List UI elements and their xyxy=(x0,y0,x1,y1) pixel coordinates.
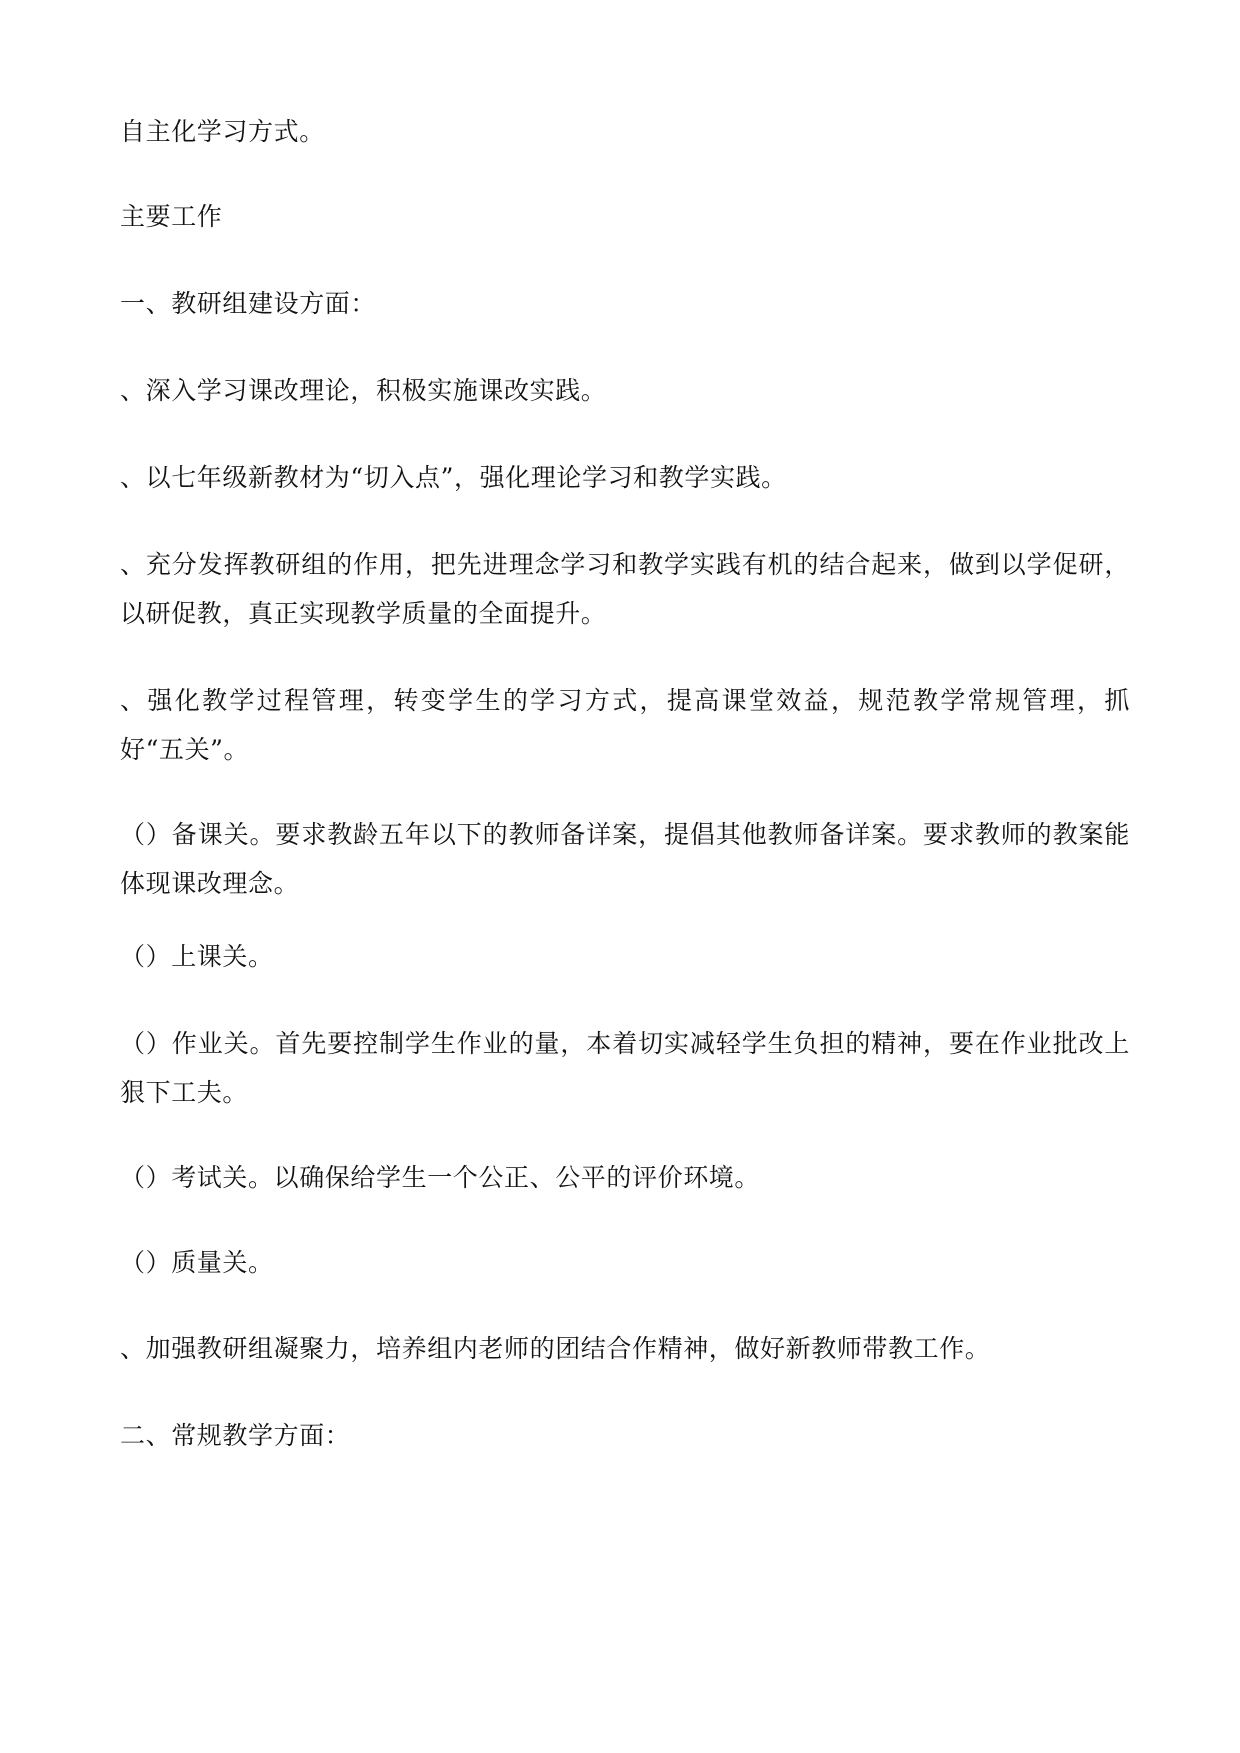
list-item-process-management: 、强化教学过程管理，转变学生的学习方式，提高课堂效益，规范教学常规管理，抓好“五关”。 xyxy=(120,686,1130,764)
sub-item-homework: （）作业关。首先要控制学生作业的量，本着切实减轻学生负担的精神，要在作业批改上狠下工夫。 xyxy=(120,1029,1130,1107)
sub-item-class: （）上课关。 xyxy=(120,942,274,971)
sub-item-exam: （）考试关。以确保给学生一个公正、公平的评价环境。 xyxy=(120,1163,761,1192)
sub-item-lesson-prep: （）备课关。要求教龄五年以下的教师备详案，提倡其他教师备详案。要求教师的教案能体现课改理念。 xyxy=(120,820,1130,898)
paragraph-intro-end: 自主化学习方式。 xyxy=(120,117,325,146)
list-item-group-role: 、充分发挥教研组的作用，把先进理念学习和教学实践有机的结合起来，做到以学促研，以研促教，真正实现教学质量的全面提升。 xyxy=(120,550,1130,628)
section-heading-routine-teaching: 二、常规教学方面： xyxy=(120,1421,351,1450)
list-item-cohesion: 、加强教研组凝聚力，培养组内老师的团结合作精神，做好新教师带教工作。 xyxy=(120,1334,991,1363)
section-heading-teaching-group: 一、教研组建设方面： xyxy=(120,289,377,318)
list-item-curriculum-theory: 、深入学习课改理论，积极实施课改实践。 xyxy=(120,376,607,405)
sub-item-quality: （）质量关。 xyxy=(120,1248,274,1277)
section-heading-main-work: 主要工作 xyxy=(120,202,223,231)
document-page xyxy=(120,0,1130,1753)
list-item-new-textbook: 、以七年级新教材为“切入点”，强化理论学习和教学实践。 xyxy=(120,463,787,492)
